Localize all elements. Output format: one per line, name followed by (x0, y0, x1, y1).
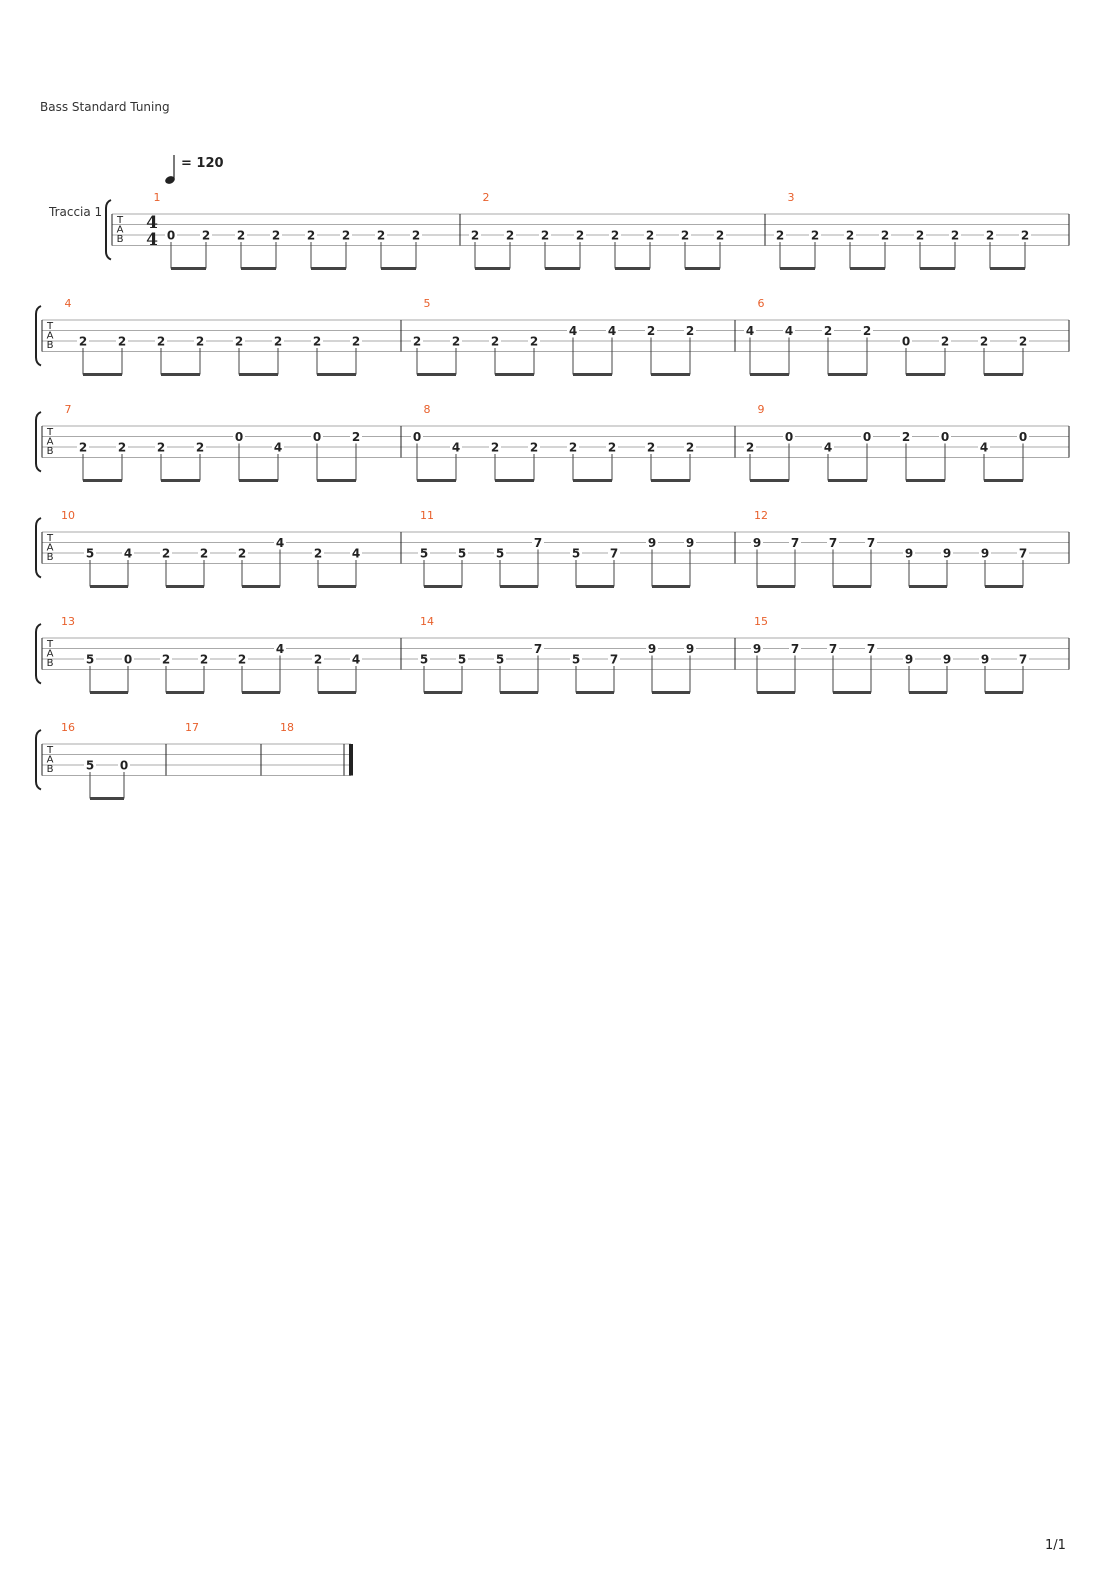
fret-number: 9 (904, 546, 914, 561)
fret-number: 4 (351, 546, 361, 561)
fret-number: 2 (685, 324, 695, 338)
fret-number: 2 (901, 430, 911, 444)
fret-number: 2 (195, 334, 205, 349)
system-bracket (106, 200, 111, 260)
fret-number: 4 (123, 546, 133, 561)
fret-number: 2 (411, 228, 421, 243)
fret-number: 5 (457, 652, 467, 667)
track-name: Traccia 1 (49, 205, 103, 219)
fret-number: 2 (505, 228, 515, 243)
fret-number: 0 (119, 758, 129, 773)
fret-number: 2 (810, 228, 820, 243)
fret-number: 5 (495, 546, 505, 561)
measure-number: 8 (423, 403, 431, 416)
measure-number: 17 (185, 721, 199, 734)
fret-number: 2 (78, 440, 88, 455)
tab-clef-letter: T (46, 745, 54, 756)
fret-number: 0 (940, 430, 950, 444)
fret-number: 2 (199, 546, 209, 561)
fret-number: 2 (161, 546, 171, 561)
fret-number: 5 (419, 652, 429, 667)
fret-number: 2 (234, 334, 244, 349)
tab-clef-letter: A (46, 648, 54, 660)
fret-number: 2 (313, 546, 323, 561)
fret-number: 7 (866, 642, 876, 656)
measure-number: 5 (423, 297, 431, 310)
fret-number: 2 (117, 334, 127, 349)
fret-number: 2 (237, 652, 247, 667)
fret-number: 0 (784, 430, 794, 444)
measure-number: 12 (754, 509, 768, 522)
fret-number: 2 (529, 440, 539, 455)
measure-number: 11 (420, 509, 434, 522)
fret-number: 9 (752, 642, 762, 656)
system-bracket (36, 730, 41, 790)
tab-clef-letter: B (46, 658, 54, 669)
tab-clef-letter: A (46, 542, 54, 554)
fret-number: 7 (828, 642, 838, 656)
fret-number: 5 (85, 652, 95, 667)
fret-number: 0 (312, 430, 322, 444)
fret-number: 2 (412, 334, 422, 349)
fret-number: 2 (680, 228, 690, 243)
fret-number: 2 (312, 334, 322, 349)
tab-clef-letter: B (46, 446, 54, 457)
fret-number: 9 (942, 652, 952, 667)
fret-number: 7 (609, 546, 619, 561)
fret-number: 2 (540, 228, 550, 243)
system-bracket (36, 306, 41, 366)
fret-number: 2 (451, 334, 461, 349)
fret-number: 4 (568, 324, 578, 338)
fret-number: 4 (351, 652, 361, 667)
measure-number: 9 (757, 403, 765, 416)
fret-number: 2 (201, 228, 211, 243)
time-signature-top: 4 (146, 213, 158, 233)
fret-number: 2 (845, 228, 855, 243)
fret-number: 5 (85, 758, 95, 773)
fret-number: 2 (199, 652, 209, 667)
system-bracket (36, 412, 41, 472)
fret-number: 2 (237, 546, 247, 561)
fret-number: 9 (647, 536, 657, 550)
fret-number: 9 (647, 642, 657, 656)
fret-number: 0 (234, 430, 244, 444)
fret-number: 0 (862, 430, 872, 444)
fret-number: 4 (273, 440, 283, 455)
time-signature-bottom: 4 (146, 230, 158, 250)
fret-number: 2 (351, 334, 361, 349)
fret-number: 4 (275, 642, 285, 656)
fret-number: 4 (784, 324, 794, 338)
fret-number: 9 (904, 652, 914, 667)
fret-number: 9 (685, 642, 695, 656)
measure-number: 14 (420, 615, 434, 628)
fret-number: 9 (752, 536, 762, 550)
fret-number: 9 (980, 652, 990, 667)
fret-number: 9 (980, 546, 990, 561)
fret-number: 7 (790, 642, 800, 656)
fret-number: 5 (419, 546, 429, 561)
measure-number: 3 (787, 191, 795, 204)
tab-clef-letter: A (116, 224, 124, 236)
fret-number: 2 (236, 228, 246, 243)
fret-number: 2 (195, 440, 205, 455)
fret-number: 2 (985, 228, 995, 243)
fret-number: 4 (451, 440, 461, 455)
fret-number: 2 (490, 440, 500, 455)
fret-number: 2 (156, 440, 166, 455)
fret-number: 2 (273, 334, 283, 349)
tab-clef-letter: B (46, 764, 54, 775)
fret-number: 0 (166, 228, 176, 243)
fret-number: 2 (313, 652, 323, 667)
fret-number: 2 (575, 228, 585, 243)
tab-clef-letter: T (46, 639, 54, 650)
fret-number: 2 (156, 334, 166, 349)
fret-number: 2 (880, 228, 890, 243)
fret-number: 2 (610, 228, 620, 243)
fret-number: 2 (745, 440, 755, 455)
fret-number: 2 (271, 228, 281, 243)
system-bracket (36, 518, 41, 578)
fret-number: 2 (685, 440, 695, 455)
fret-number: 2 (775, 228, 785, 243)
fret-number: 2 (490, 334, 500, 349)
measure-number: 2 (482, 191, 490, 204)
tab-clef-letter: A (46, 754, 54, 766)
tab-clef-letter: T (46, 427, 54, 438)
fret-number: 4 (275, 536, 285, 550)
fret-number: 7 (828, 536, 838, 550)
fret-number: 0 (412, 430, 422, 444)
fret-number: 5 (85, 546, 95, 561)
fret-number: 7 (1018, 652, 1028, 667)
fret-number: 2 (161, 652, 171, 667)
measure-number: 15 (754, 615, 768, 628)
tab-clef-letter: A (46, 436, 54, 448)
fret-number: 7 (533, 642, 543, 656)
fret-number: 7 (866, 536, 876, 550)
fret-number: 2 (940, 334, 950, 349)
fret-number: 4 (745, 324, 755, 338)
fret-number: 7 (609, 652, 619, 667)
fret-number: 2 (78, 334, 88, 349)
fret-number: 2 (568, 440, 578, 455)
tab-clef-letter: B (46, 552, 54, 563)
tempo-value: = 120 (181, 156, 224, 171)
fret-number: 2 (950, 228, 960, 243)
fret-number: 2 (979, 334, 989, 349)
tab-clef-letter: A (46, 330, 54, 342)
measure-number: 18 (280, 721, 294, 734)
fret-number: 4 (607, 324, 617, 338)
measure-number: 10 (61, 509, 75, 522)
fret-number: 4 (823, 440, 833, 455)
fret-number: 7 (1018, 546, 1028, 561)
fret-number: 5 (495, 652, 505, 667)
tab-clef-letter: T (116, 215, 124, 226)
fret-number: 5 (571, 546, 581, 561)
fret-number: 2 (915, 228, 925, 243)
fret-number: 2 (646, 324, 656, 338)
fret-number: 9 (685, 536, 695, 550)
fret-number: 5 (457, 546, 467, 561)
fret-number: 2 (1018, 334, 1028, 349)
fret-number: 2 (529, 334, 539, 349)
fret-number: 2 (823, 324, 833, 338)
tab-clef-letter: B (116, 234, 124, 245)
measure-number: 7 (64, 403, 72, 416)
measure-number: 6 (757, 297, 765, 310)
fret-number: 9 (942, 546, 952, 561)
tab-clef-letter: T (46, 533, 54, 544)
fret-number: 0 (123, 652, 133, 667)
fret-number: 2 (715, 228, 725, 243)
measure-number: 16 (61, 721, 75, 734)
fret-number: 2 (1020, 228, 1030, 243)
fret-number: 7 (790, 536, 800, 550)
fret-number: 2 (341, 228, 351, 243)
fret-number: 2 (645, 228, 655, 243)
fret-number: 2 (470, 228, 480, 243)
measure-number: 13 (61, 615, 75, 628)
fret-number: 4 (979, 440, 989, 455)
fret-number: 2 (862, 324, 872, 338)
system-bracket (36, 624, 41, 684)
tab-clef-letter: T (46, 321, 54, 332)
fret-number: 0 (1018, 430, 1028, 444)
fret-number: 2 (351, 430, 361, 444)
measure-number: 4 (64, 297, 72, 310)
tab-clef-letter: B (46, 340, 54, 351)
tuning-label: Bass Standard Tuning (40, 100, 170, 114)
fret-number: 5 (571, 652, 581, 667)
fret-number: 7 (533, 536, 543, 550)
fret-number: 2 (646, 440, 656, 455)
fret-number: 2 (376, 228, 386, 243)
fret-number: 0 (901, 334, 911, 349)
fret-number: 2 (117, 440, 127, 455)
fret-number: 2 (607, 440, 617, 455)
page-number: 1/1 (1045, 1538, 1066, 1553)
fret-number: 2 (306, 228, 316, 243)
measure-number: 1 (153, 191, 161, 204)
